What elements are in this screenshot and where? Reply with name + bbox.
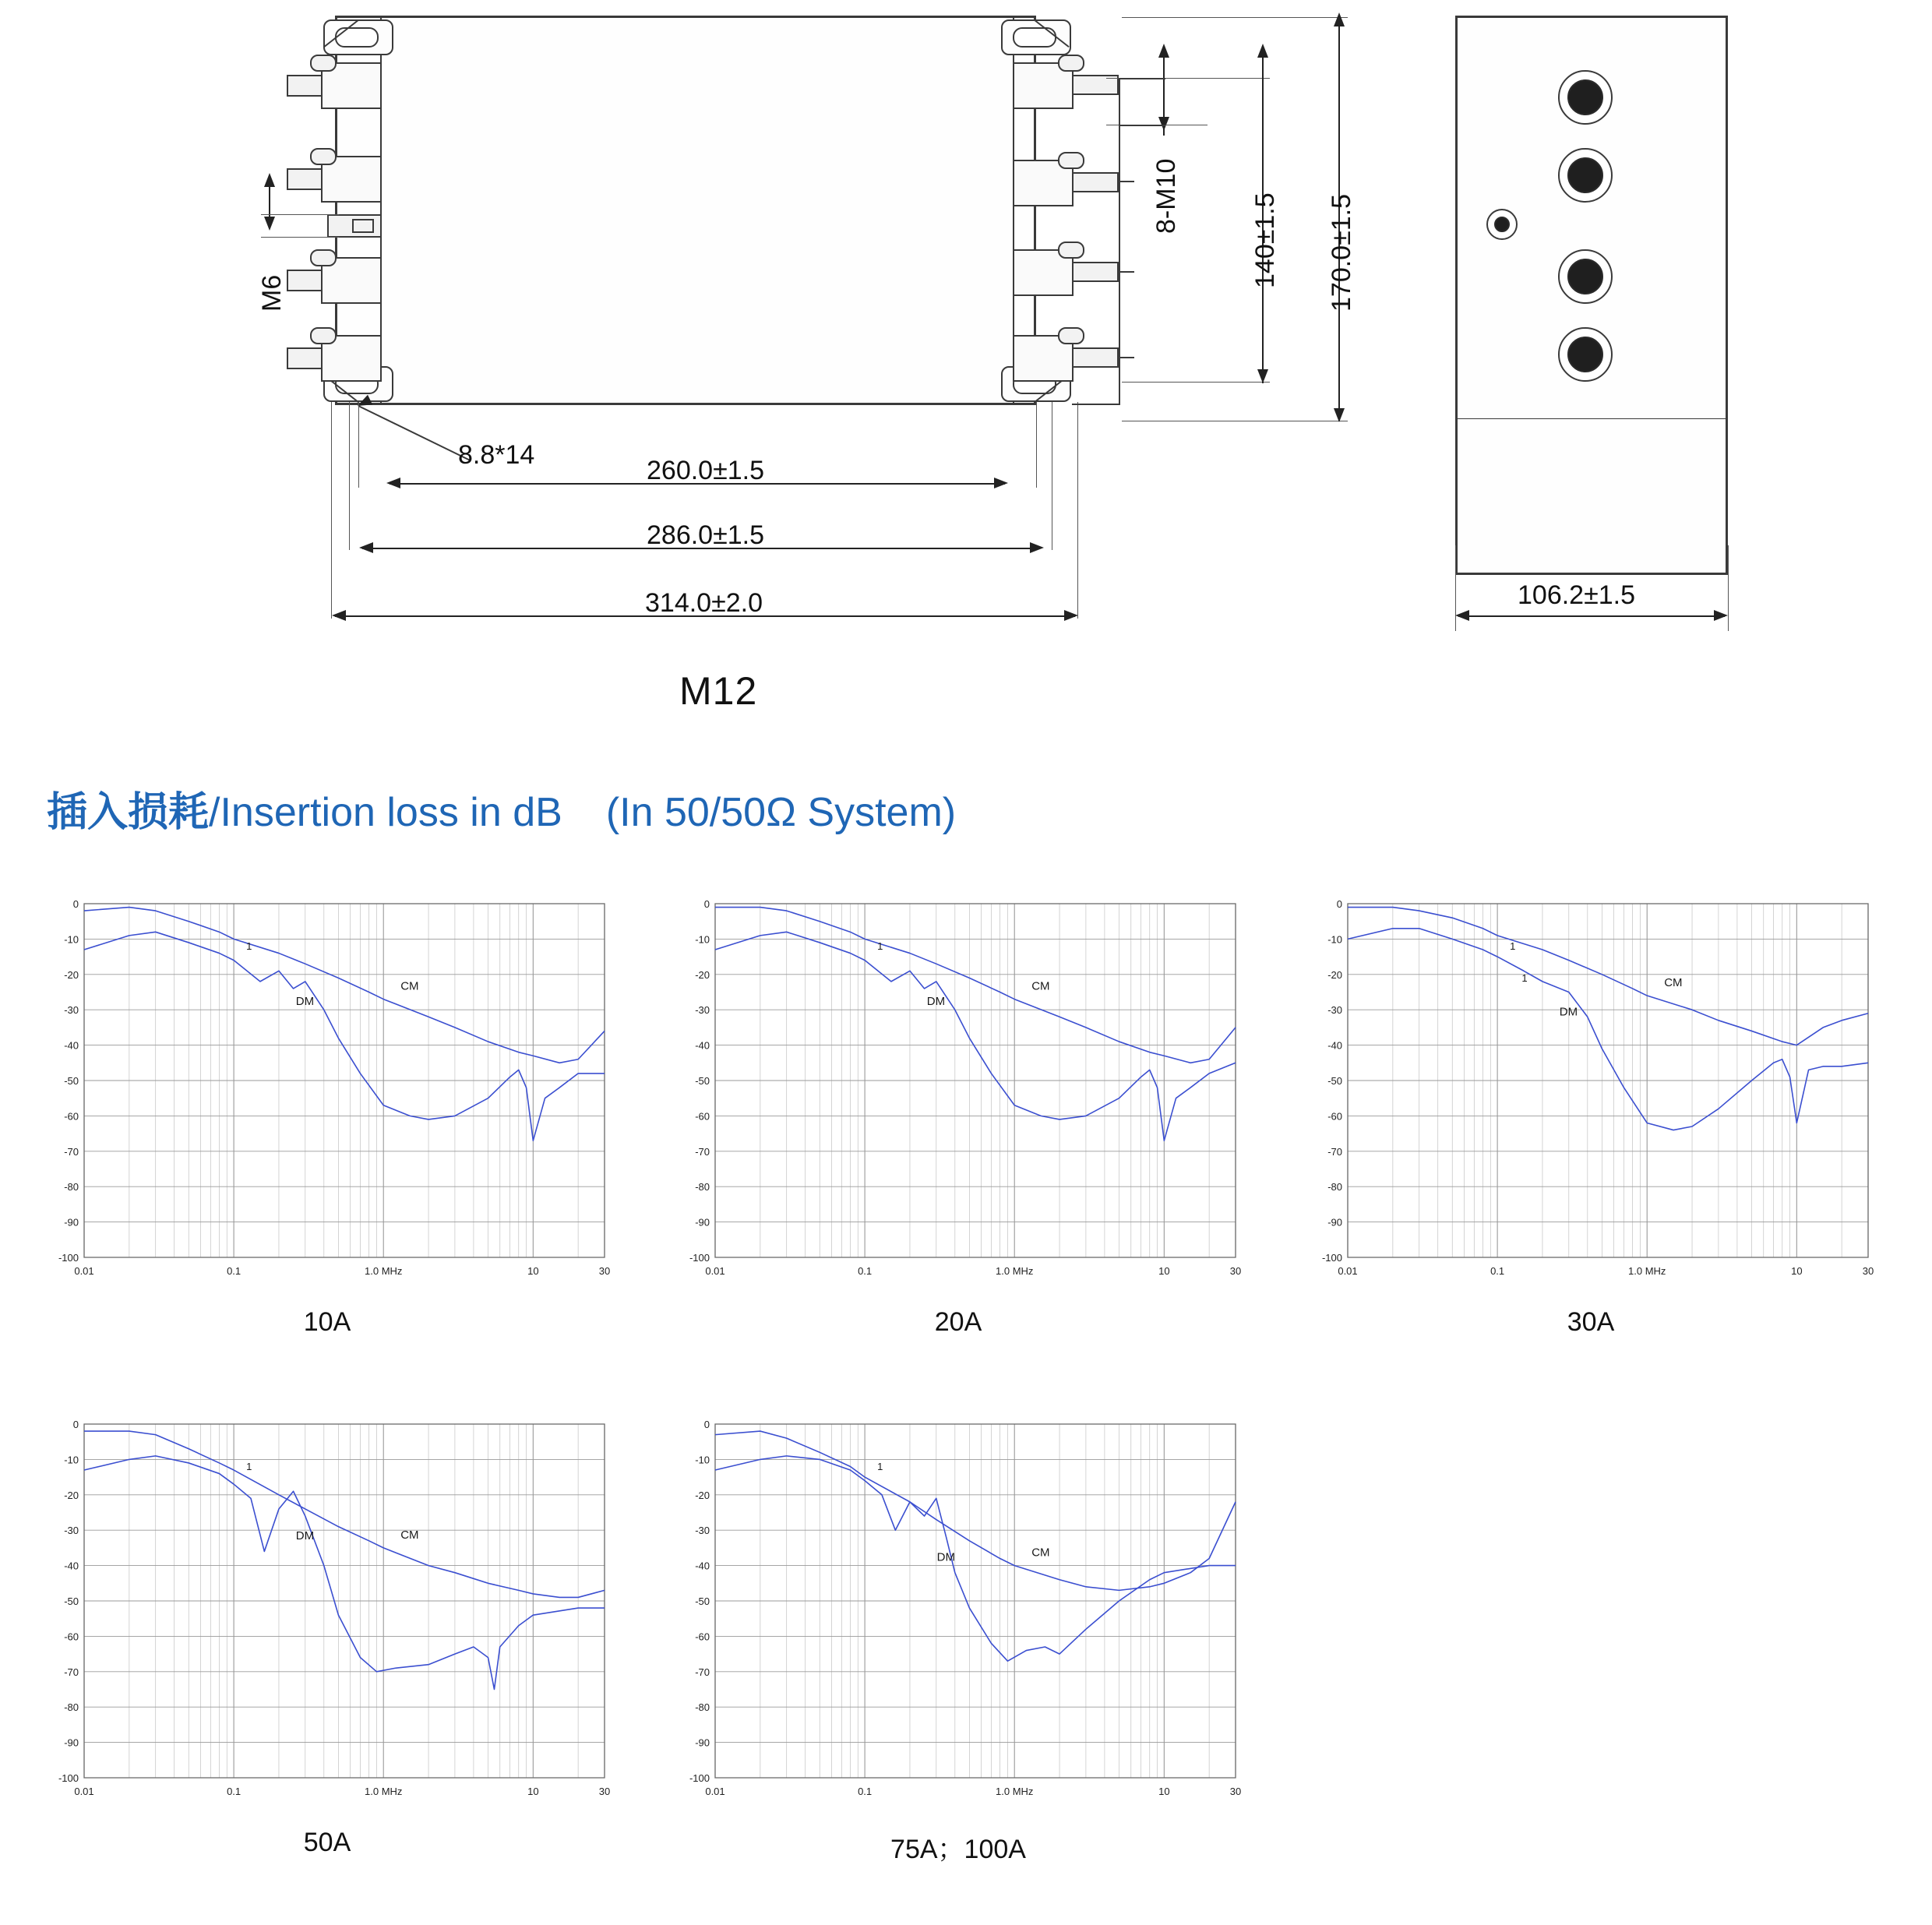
chart-20a [670, 896, 1246, 1337]
y-tick-label: -90 [695, 1216, 710, 1229]
annotation-marker: 1 [877, 1461, 883, 1473]
x-tick-label: 1.0 MHz [365, 1265, 403, 1277]
ext-170-top [1122, 17, 1348, 18]
terminal-left-4-nut [310, 327, 337, 344]
x-tick-label: 10 [1158, 1786, 1170, 1797]
y-tick-label: -90 [695, 1736, 710, 1749]
side-stud-4-inner [1567, 337, 1603, 372]
y-tick-label: -10 [64, 1454, 79, 1466]
side-stud-1-inner [1567, 79, 1603, 115]
arrow-106-left [1455, 610, 1469, 621]
y-tick-label: -40 [64, 1560, 79, 1572]
mechanical-drawing [0, 0, 1932, 748]
y-tick-label: -100 [58, 1772, 79, 1784]
y-tick-label: -20 [64, 1489, 79, 1501]
ext-286-left [349, 402, 350, 550]
dim-m6: M6 [257, 274, 287, 312]
arrow-170-down [1334, 408, 1345, 422]
heading-chinese: 插入损耗 [47, 790, 210, 835]
arrow-140-up [1257, 44, 1268, 58]
x-tick-label: 30 [1862, 1265, 1874, 1277]
arrow-314-right [1064, 610, 1078, 621]
x-tick-label: 0.1 [858, 1265, 873, 1277]
y-tick-label: -40 [695, 1560, 710, 1572]
m6-arrow-up [264, 173, 275, 187]
arrow-8m10-down [1158, 117, 1169, 131]
insertion-loss-heading [47, 779, 956, 837]
chart-30a [1303, 896, 1879, 1337]
arrow-260-left [386, 478, 400, 488]
mounting-slot-top-left [335, 27, 379, 48]
annotation-marker: 1 [246, 1461, 252, 1473]
dim-depth: 106.2±1.5 [1518, 580, 1636, 610]
x-tick-label: 0.01 [705, 1265, 725, 1277]
dim-mount-slot: 8.8*14 [458, 440, 535, 470]
dim-mount-hole-spacing: 260.0±1.5 [647, 456, 765, 485]
terminal-right-3-stud [1072, 262, 1119, 282]
dim-line-106 [1458, 615, 1725, 617]
y-tick-label: -10 [695, 933, 710, 946]
x-tick-label: 10 [527, 1265, 539, 1277]
filter-body-side-view-lower [1455, 419, 1728, 575]
y-tick-label: -20 [1327, 968, 1342, 981]
proj-line-3 [1119, 181, 1134, 182]
x-tick-label: 1.0 MHz [365, 1786, 403, 1797]
chart-plot-area [39, 1416, 615, 1806]
arrow-140-down [1257, 369, 1268, 383]
chart-plot-area [1303, 896, 1879, 1285]
y-tick-label: 0 [703, 898, 710, 910]
y-tick-label: -10 [695, 1454, 710, 1466]
y-tick-label: -80 [695, 1181, 710, 1193]
series-label-cm: CM [1031, 1546, 1050, 1560]
arrow-260-right [994, 478, 1008, 488]
terminal-right-4-nut [1058, 327, 1084, 344]
arrow-8m10-up [1158, 44, 1169, 58]
x-tick-label: 1.0 MHz [1628, 1265, 1666, 1277]
y-tick-label: -90 [64, 1736, 79, 1749]
annotation-marker: 1 [877, 940, 883, 953]
heading-english: Insertion loss in dB [220, 790, 562, 835]
x-tick-label: 0.01 [74, 1786, 94, 1797]
series-label-dm: DM [936, 1550, 955, 1564]
y-tick-label: -30 [64, 1004, 79, 1017]
m6-ext-bottom [261, 237, 339, 238]
y-tick-label: -100 [1321, 1252, 1342, 1264]
terminal-left-3-stud [287, 270, 323, 291]
terminal-right-3-nut [1058, 242, 1084, 259]
x-tick-label: 30 [598, 1786, 611, 1797]
y-tick-label: -80 [64, 1181, 79, 1193]
y-tick-label: -80 [64, 1701, 79, 1714]
arrow-170-up [1334, 12, 1345, 26]
drawing-title-m12: M12 [679, 669, 758, 713]
y-tick-label: -50 [64, 1595, 79, 1607]
y-tick-label: -80 [1327, 1181, 1342, 1193]
y-tick-label: -80 [695, 1701, 710, 1714]
side-stud-3-inner [1567, 259, 1603, 294]
y-tick-label: -70 [64, 1666, 79, 1678]
y-tick-label: -50 [695, 1595, 710, 1607]
arrow-286-left [359, 542, 373, 553]
x-tick-label: 10 [1791, 1265, 1803, 1277]
filter-body-front-view [335, 16, 1036, 405]
y-tick-label: -30 [695, 1525, 710, 1537]
chart-50a [39, 1416, 615, 1857]
side-stud-2-inner [1567, 157, 1603, 193]
terminal-left-1-stud [287, 75, 323, 97]
y-tick-label: -30 [1327, 1004, 1342, 1017]
x-tick-label: 10 [1158, 1265, 1170, 1277]
terminal-right-1-nut [1058, 55, 1084, 72]
y-tick-label: -90 [1327, 1216, 1342, 1229]
y-tick-label: -30 [695, 1004, 710, 1017]
proj-line-4 [1119, 271, 1134, 273]
y-tick-label: -70 [1327, 1145, 1342, 1158]
y-tick-label: 0 [703, 1419, 710, 1430]
series-label-cm: CM [400, 979, 419, 993]
x-tick-label: 0.01 [705, 1786, 725, 1797]
y-tick-label: -40 [1327, 1039, 1342, 1052]
x-tick-label: 1.0 MHz [996, 1786, 1034, 1797]
chart-caption: 75A；100A [890, 1835, 1026, 1864]
y-tick-label: -50 [695, 1075, 710, 1087]
y-tick-label: 0 [72, 1419, 79, 1430]
y-tick-label: -60 [64, 1631, 79, 1643]
annotation-marker: 1 [1521, 971, 1528, 984]
chart-75a-100a [670, 1416, 1246, 1864]
m6-arrow-down [264, 217, 275, 231]
ext-314-right [1077, 402, 1078, 619]
x-tick-label: 0.1 [227, 1265, 242, 1277]
y-tick-label: -40 [64, 1039, 79, 1052]
chart-caption: 20A [934, 1307, 982, 1337]
annotation-marker: 1 [246, 940, 252, 953]
y-tick-label: -10 [64, 933, 79, 946]
ext-314-left [331, 402, 332, 619]
y-tick-label: -70 [695, 1145, 710, 1158]
chart-plot-area [670, 896, 1246, 1285]
slot-leader-line [358, 405, 471, 461]
dim-stud-thread: 8-M10 [1151, 158, 1181, 234]
proj-outline-bottom [1072, 404, 1120, 405]
x-tick-label: 0.1 [227, 1786, 242, 1797]
series-label-dm: DM [926, 994, 946, 1008]
x-tick-label: 1.0 MHz [996, 1265, 1034, 1277]
proj-line-5 [1119, 357, 1134, 358]
proj-line-top [1119, 78, 1165, 79]
series-label-cm: CM [400, 1528, 419, 1542]
dim-overall-height: 170.0±1.5 [1327, 193, 1356, 312]
terminal-right-2-stud [1072, 172, 1119, 192]
terminal-right-4-stud [1072, 347, 1119, 368]
arrow-314-left [332, 610, 346, 621]
series-label-dm: DM [295, 1529, 315, 1543]
chart-caption: 10A [303, 1307, 351, 1337]
terminal-right-2-nut [1058, 152, 1084, 169]
chart-10a [39, 896, 615, 1337]
terminal-left-4-stud [287, 347, 323, 369]
x-tick-label: 10 [527, 1786, 539, 1797]
y-tick-label: -20 [695, 968, 710, 981]
heading-separator: / [209, 790, 220, 835]
dim-mount-height: 140±1.5 [1250, 192, 1280, 288]
ext-140-bottom [1122, 382, 1270, 383]
x-tick-label: 0.01 [1338, 1265, 1358, 1277]
series-label-dm: DM [1559, 1005, 1578, 1019]
terminal-left-2-nut [310, 148, 337, 165]
y-tick-label: -20 [64, 968, 79, 981]
terminal-left-3-nut [310, 249, 337, 266]
y-tick-label: -50 [64, 1075, 79, 1087]
y-tick-label: -70 [64, 1145, 79, 1158]
y-tick-label: -60 [695, 1631, 710, 1643]
ext-260-right [1036, 402, 1037, 488]
x-tick-label: 0.01 [74, 1265, 94, 1277]
y-tick-label: -70 [695, 1666, 710, 1678]
y-tick-label: -100 [689, 1252, 710, 1264]
series-label-cm: CM [1664, 976, 1683, 990]
x-tick-label: 0.1 [858, 1786, 873, 1797]
series-label-dm: DM [295, 994, 315, 1008]
y-tick-label: -50 [1327, 1075, 1342, 1087]
annotation-marker: 1 [1510, 940, 1516, 953]
chart-caption: 30A [1567, 1307, 1615, 1337]
y-tick-label: 0 [72, 898, 79, 910]
x-tick-label: 30 [1229, 1786, 1242, 1797]
x-tick-label: 30 [1229, 1265, 1242, 1277]
terminal-left-2-stud [287, 168, 323, 190]
y-tick-label: -60 [1327, 1110, 1342, 1123]
chart-caption: 50A [303, 1828, 351, 1857]
arrow-106-right [1714, 610, 1728, 621]
dim-overall-length: 314.0±2.0 [645, 588, 763, 618]
y-tick-label: -60 [695, 1110, 710, 1123]
ext-106-right [1728, 545, 1729, 631]
chart-plot-area [39, 896, 615, 1285]
y-tick-label: -100 [58, 1252, 79, 1264]
terminal-left-1-nut [310, 55, 337, 72]
ext-260-left [358, 402, 359, 488]
y-tick-label: -30 [64, 1525, 79, 1537]
side-ground-stud-inner [1494, 217, 1510, 232]
series-label-cm: CM [1031, 979, 1050, 993]
proj-line-2 [1119, 125, 1165, 126]
y-tick-label: -10 [1327, 933, 1342, 946]
arrow-286-right [1030, 542, 1044, 553]
dim-body-width: 286.0±1.5 [647, 520, 765, 550]
y-tick-label: -20 [695, 1489, 710, 1501]
x-tick-label: 30 [598, 1265, 611, 1277]
y-tick-label: -40 [695, 1039, 710, 1052]
chart-plot-area [670, 1416, 1246, 1806]
y-tick-label: -90 [64, 1216, 79, 1229]
x-tick-label: 0.1 [1490, 1265, 1505, 1277]
y-tick-label: -60 [64, 1110, 79, 1123]
proj-outline-right [1119, 78, 1120, 405]
m6-ext-top [261, 214, 339, 215]
ground-stud-m6-tip [352, 219, 374, 233]
y-tick-label: -100 [689, 1772, 710, 1784]
y-tick-label: 0 [1336, 898, 1342, 910]
heading-note: (In 50/50Ω System) [605, 790, 957, 835]
